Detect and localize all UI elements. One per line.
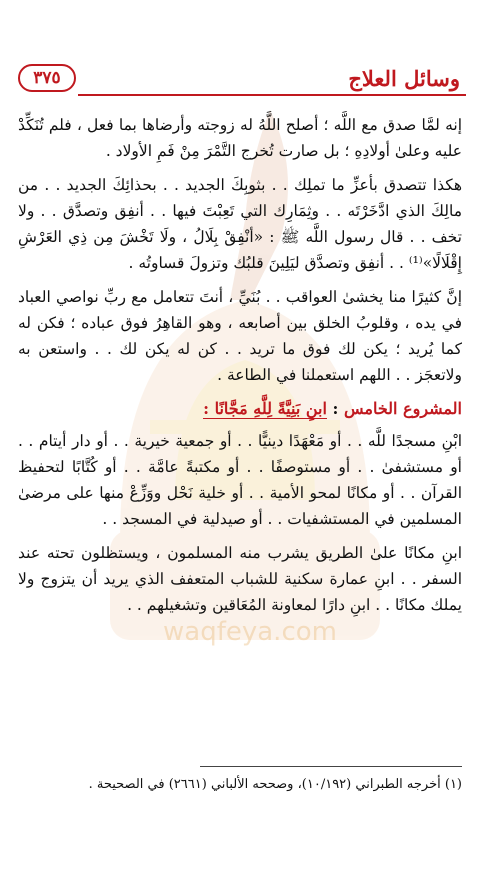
paragraph-3: إنَّ كثيرًا منا يخشىٰ العواقب . . بُنَيِّ ، أنتَ تتعامل مع ربِّ نواصي العباد في يده ، وقلوبُ الخلق بين أصابعه ، وهو القاهِرُ فوق عباده ؛ فكن له كما يُريد ؛ يكن لك فوق ما تريد . . كن له يكن لك . . واستعن به ولاتعجَز . . اللهم استعملنا في الطاعة . bbox=[18, 288, 462, 384]
page-number: ٣٧٥ bbox=[18, 64, 76, 92]
paragraph-1: إنه لمَّا صدق مع اللَّه ؛ أصلح اللَّهُ له زوجته وأرضاها بما فعل ، فلم تُنَكِّدْ عليه وعلىٰ أولادِهِ ؛ بل صارت تُخرج التَّمْرَ مِنْ فَمِ الأولاد . bbox=[18, 116, 462, 160]
paragraph-4: ابْنِ مسجدًا للَّه . . أو مَعْهَدًا دينيًّا . . أو جمعية خيرية . . أو دار أيتام . . أو مستشفىٰ . . أو مستوصفًا . . أو مكتبةً عامَّة . . أو كُتَّابًا لتحفيظ القرآن . . أو مكانًا لمحو الأمية . . أو خلية نَحْل ووَزِّعْ منها على مرضىٰ المسلمين في المستشفيات . . أو صيدلية في المسجد . . bbox=[18, 432, 462, 528]
heading-label: المشروع الخامس bbox=[343, 399, 462, 418]
footnote: (١) أخرجه الطبراني (١٠/١٩٢)، وصححه الألباني (٢٦٦١) في الصحيحة . bbox=[88, 777, 462, 792]
header-rule bbox=[78, 94, 466, 96]
footnote-rule bbox=[200, 766, 462, 767]
paragraph-2: هكذا تتصدق بأعزِّ ما تملِك . . بثوبِكَ الجديد . . بحذائِكَ الجديد . . من مالِكَ الذي ادَّخَرْتَه . . وثِمَارِك التي تَعِبْتَ فيها . . أنفِق وتصدَّق . . ولا تخف . . قال رسول اللَّه ﷺ : «أنْفِقْ بِلَالُ ، ولَا تَخْشَ مِن ذِي العَرْشِ إِقْلَالًا»⁽¹⁾ . . أنفِق وتصدَّق ليَلِينَ قلبُك وتزولَ قساوتُه . bbox=[18, 176, 462, 272]
section-heading bbox=[18, 396, 462, 422]
watermark-text: waqfeya.com bbox=[163, 617, 337, 647]
body-text bbox=[18, 112, 462, 626]
paragraph-5: ابنِ مكانًا علىٰ الطريق يشرب منه المسلمون ، ويستظلون تحته عند السفر . . ابنِ عمارة سكنية للشباب المتعفف الذي يريد أن يتزوج ولا يملك مكانًا . . ابنِ دارًا لمعاونة المُعَاقين وتشغيلهم . . bbox=[18, 544, 462, 614]
chapter-title: وسائل العلاج bbox=[348, 66, 460, 91]
running-header bbox=[14, 62, 466, 98]
heading-title: ابنِ بَنِيَّةً لِلَّهِ مَجَّانًا : bbox=[203, 399, 327, 418]
heading-separator: : bbox=[326, 399, 344, 418]
